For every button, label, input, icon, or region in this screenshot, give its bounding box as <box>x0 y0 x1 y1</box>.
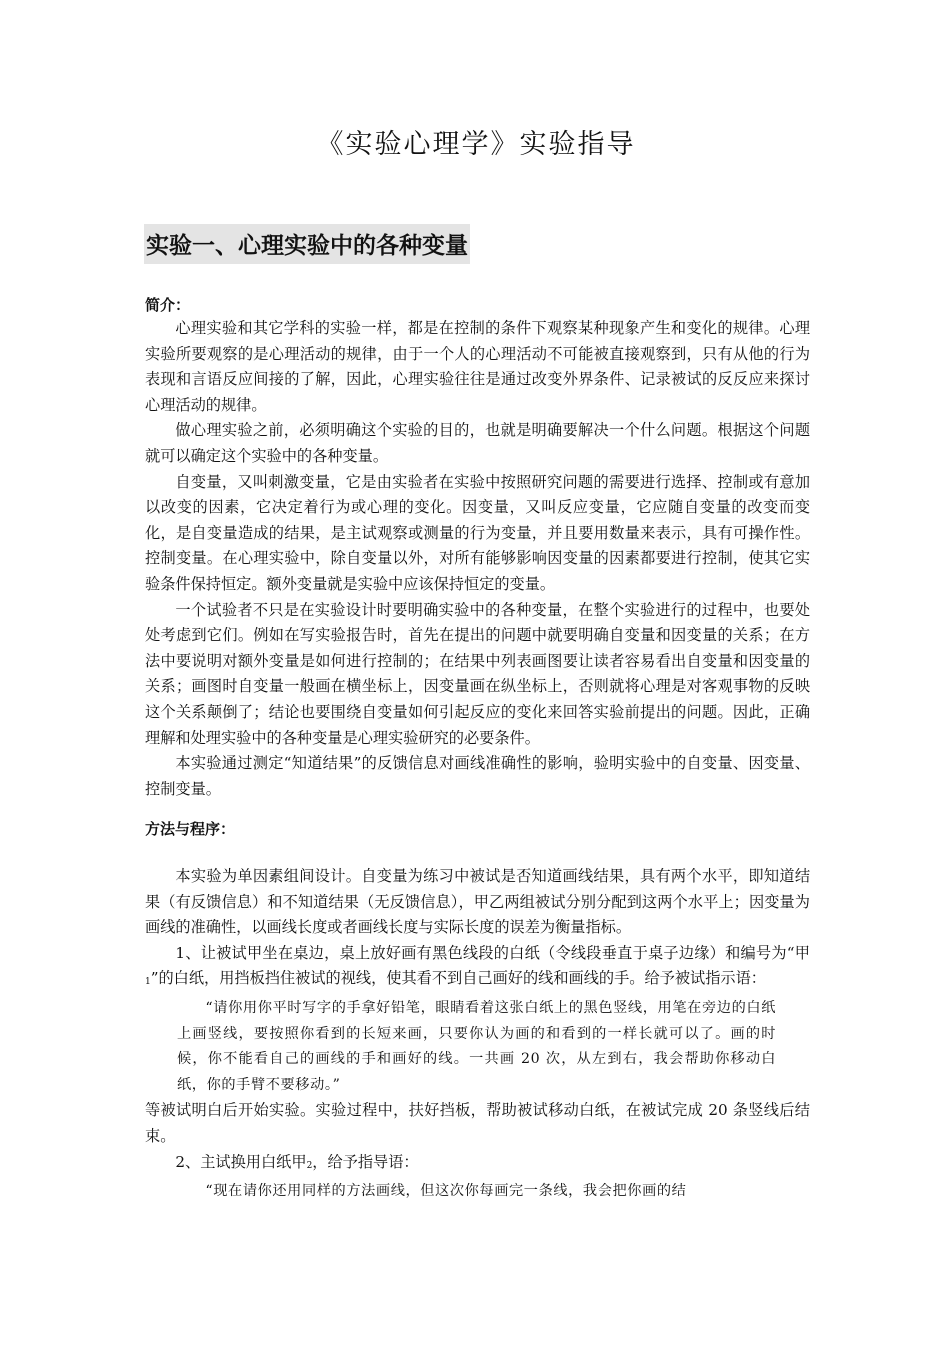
intro-paragraph: 本实验通过测定“知道结果”的反馈信息对画线准确性的影响，验明实验中的自变量、因变量、控制变量。 <box>145 754 810 798</box>
step-1-paragraph <box>145 941 810 996</box>
method-section <box>145 864 810 1205</box>
step-2-subscript: 2 <box>306 1160 313 1171</box>
intro-heading: 简介： <box>145 296 191 314</box>
intro-paragraph: 自变量，又叫刺激变量，它是由实验者在实验中按照研究问题的需要进行选择、控制或有意加以改变的因素，它决定着行为或心理的变化。因变量，又叫反应变量，它应随自变量的改变而变化，是自变量造成的结果，是主试观察或测量的行为变量，并且要用数量来表示，具有可操作性。控制变量。在心理实验中，除自变量以外，对所有能够影响因变量的因素都要进行控制，使其它实验条件保持恒定。额外变量就是实验中应该保持恒定的变量。 <box>145 472 810 593</box>
instruction-quote-2: “现在请你还用同样的方法画线，但这次你每画完一条线，我会把你画的结 <box>205 1183 687 1200</box>
instruction-quote-1: “请你用你平时写字的手拿好铅笔，眼睛看着这张白纸上的黑色竖线，用笔在旁边的白纸上画竖线，要按照你看到的长短来画，只要你认为画的和看到的一样长就可以了。画的时候，你不能看自己的画线的手和画好的线。一共画 20 次，从左到右，我会帮助你移动白纸，你的手臂不要移动。” <box>177 999 776 1093</box>
intro-paragraph: 心理实验和其它学科的实验一样，都是在控制的条件下观察某种现象产生和变化的规律。心理实验所要观察的是心理活动的规律，由于一个人的心理活动不可能被直接观察到，只有从他的行为表现和言语反应间接的了解，因此，心理实验往往是通过改变外界条件、记录被试的反反应来探讨心理活动的规律。 <box>145 319 810 414</box>
after-quote-paragraph: 等被试明白后开始实验。实验过程中，扶好挡板，帮助被试移动白纸，在被试完成 20 条竖线后结束。 <box>145 1101 810 1145</box>
step-2-paragraph <box>145 1150 810 1180</box>
section-heading-wrap <box>144 224 470 264</box>
step-2-text-cont: ，给予指导语： <box>312 1152 419 1171</box>
method-heading: 方法与程序： <box>145 820 236 838</box>
intro-paragraph: 做心理实验之前，必须明确这个实验的目的，也就是明确要解决一个什么问题。根据这个问题就可以确定这个实验中的各种变量。 <box>145 421 810 465</box>
intro-section <box>145 316 810 802</box>
step-1-subscript: 1 <box>145 977 151 988</box>
section-heading: 实验一、心理实验中的各种变量 <box>144 224 470 264</box>
intro-paragraph: 一个试验者不只是在实验设计时要明确实验中的各种变量，在整个实验进行的过程中，也要处处考虑到它们。例如在写实验报告时，首先在提出的问题中就要明确自变量和因变量的关系；在方法中要说明对额外变量是如何进行控制的；在结果中列表画图要让读者容易看出自变量和因变量的关系；画图时自变量一般画在横坐标上，因变量画在纵坐标上，否则就将心理是对客观事物的反映这个关系颠倒了；结论也要围绕自变量如何引起反应的变化来回答实验前提出的问题。因此，正确理解和处理实验中的各种变量是心理实验研究的必要条件。 <box>145 600 810 747</box>
step-1-text-cont: ”的白纸，用挡板挡住被试的视线，使其看不到自己画好的线和画线的手。给予被试指示语： <box>150 969 766 988</box>
method-paragraph: 本实验为单因素组间设计。自变量为练习中被试是否知道画线结果，具有两个水平，即知道结果（有反馈信息）和不知道结果（无反馈信息），甲乙两组被试分别分配到这两个水平上；因变量为画线的准确性，以画线长度或者画线长度与实际长度的误差为衡量指标。 <box>145 867 810 937</box>
step-1-text: 1、让被试甲坐在桌边，桌上放好画有黑色线段的白纸（令线段垂直于桌子边缘）和编号为“甲 <box>175 943 810 962</box>
document-title: 《实验心理学》实验指导 <box>316 129 636 160</box>
step-2-text: 2、主试换用白纸甲 <box>175 1152 307 1171</box>
